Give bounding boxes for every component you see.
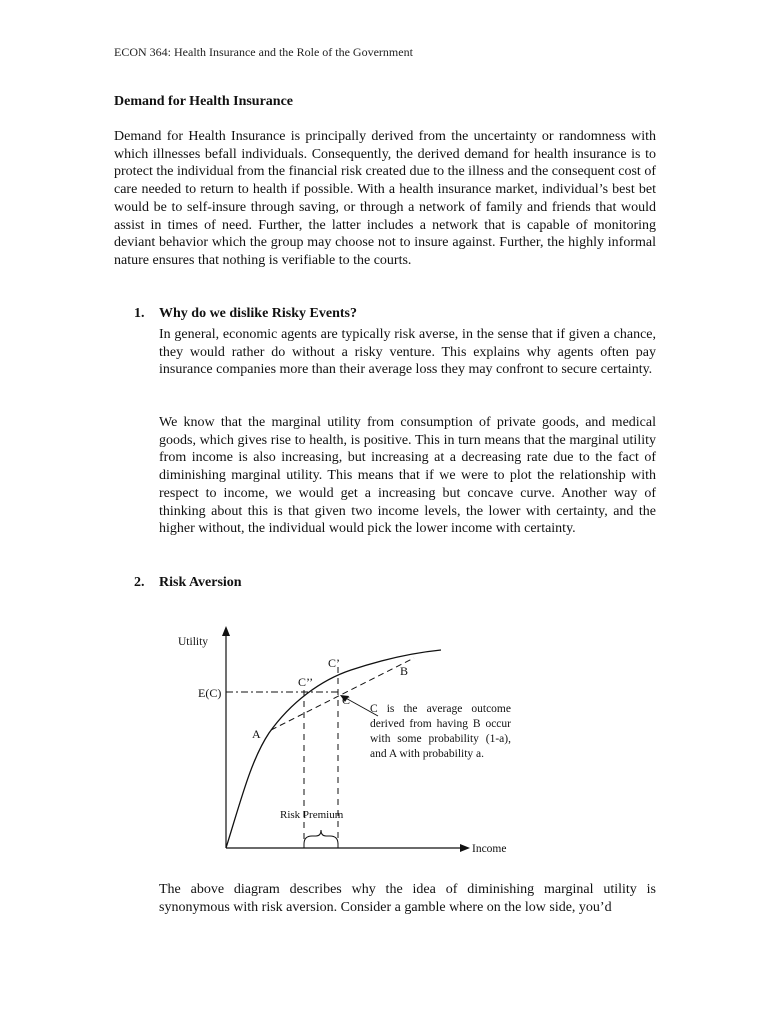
- y-axis-label: Utility: [178, 636, 209, 648]
- point-c-label: C: [342, 693, 351, 707]
- x-axis-arrow: [460, 844, 470, 852]
- section-2-number: 2.: [134, 575, 145, 590]
- y-axis-arrow: [222, 626, 230, 636]
- x-axis-label: Income: [472, 843, 507, 855]
- section-1-paragraph-2: We know that the marginal utility from consumption of private goods, and medical goods, which gives rise to health, is positive. This in turn means that the marginal utility from income is also increasing, but increasing at a decreasing rate due to the fact of diminishing marginal utility. This means that if we were to plot the relationship with respect to income, we would get a increasing but concave curve. Another way of thinking about this is that given two income levels, the lower with certainty, and the higher without, the individual would pick the lower income with certainty.: [159, 415, 656, 537]
- point-a-label: A: [252, 727, 261, 741]
- intro-paragraph: Demand for Health Insurance is principally derived from the uncertainty or randomness with which illnesses befall individuals. Consequently, the derived demand for health insurance is to protect the individual from the financial risk created due to the illness and the consequent cost of care needed to return to health if possible. With a health insurance market, individual’s best bet would be to self-insure through saving, or through a network of family and friends that would assist in times of need. Further, the latter includes a network that is capable of monitoring deviant behavior which the group may choose not to insure against. Further, the highly informal nature ensures that nothing is verifiable to the courts.: [114, 129, 656, 268]
- point-c-double-prime-label: C’’: [298, 675, 314, 689]
- section-2-title: Risk Aversion: [159, 575, 242, 590]
- diagram-annotation: C is the average outcome derived from having B occur with some probability (1-a), and A with probability a.: [370, 703, 511, 760]
- point-c-prime-label: C’: [328, 656, 340, 670]
- section-1-paragraph-1: In general, economic agents are typically risk averse, in the sense that if given a chance, they would rather do without a risky venture. This explains why agents often pay insurance companies more than their average loss they may confront to secure certainty.: [159, 327, 656, 378]
- risk-premium-label: Risk Premium: [280, 809, 344, 821]
- risk-premium-brace: [304, 830, 338, 844]
- section-1-title: Why do we dislike Risky Events?: [159, 306, 357, 321]
- closing-paragraph: The above diagram describes why the idea of diminishing marginal utility is synonymous with risk aversion. Consider a gamble where on the low side, you’d: [159, 882, 656, 915]
- ec-label: E(C): [198, 686, 222, 700]
- page-header: ECON 364: Health Insurance and the Role of the Government: [114, 45, 413, 59]
- point-b-label: B: [400, 664, 409, 678]
- section-1-number: 1.: [134, 306, 145, 321]
- section-heading: Demand for Health Insurance: [114, 94, 294, 109]
